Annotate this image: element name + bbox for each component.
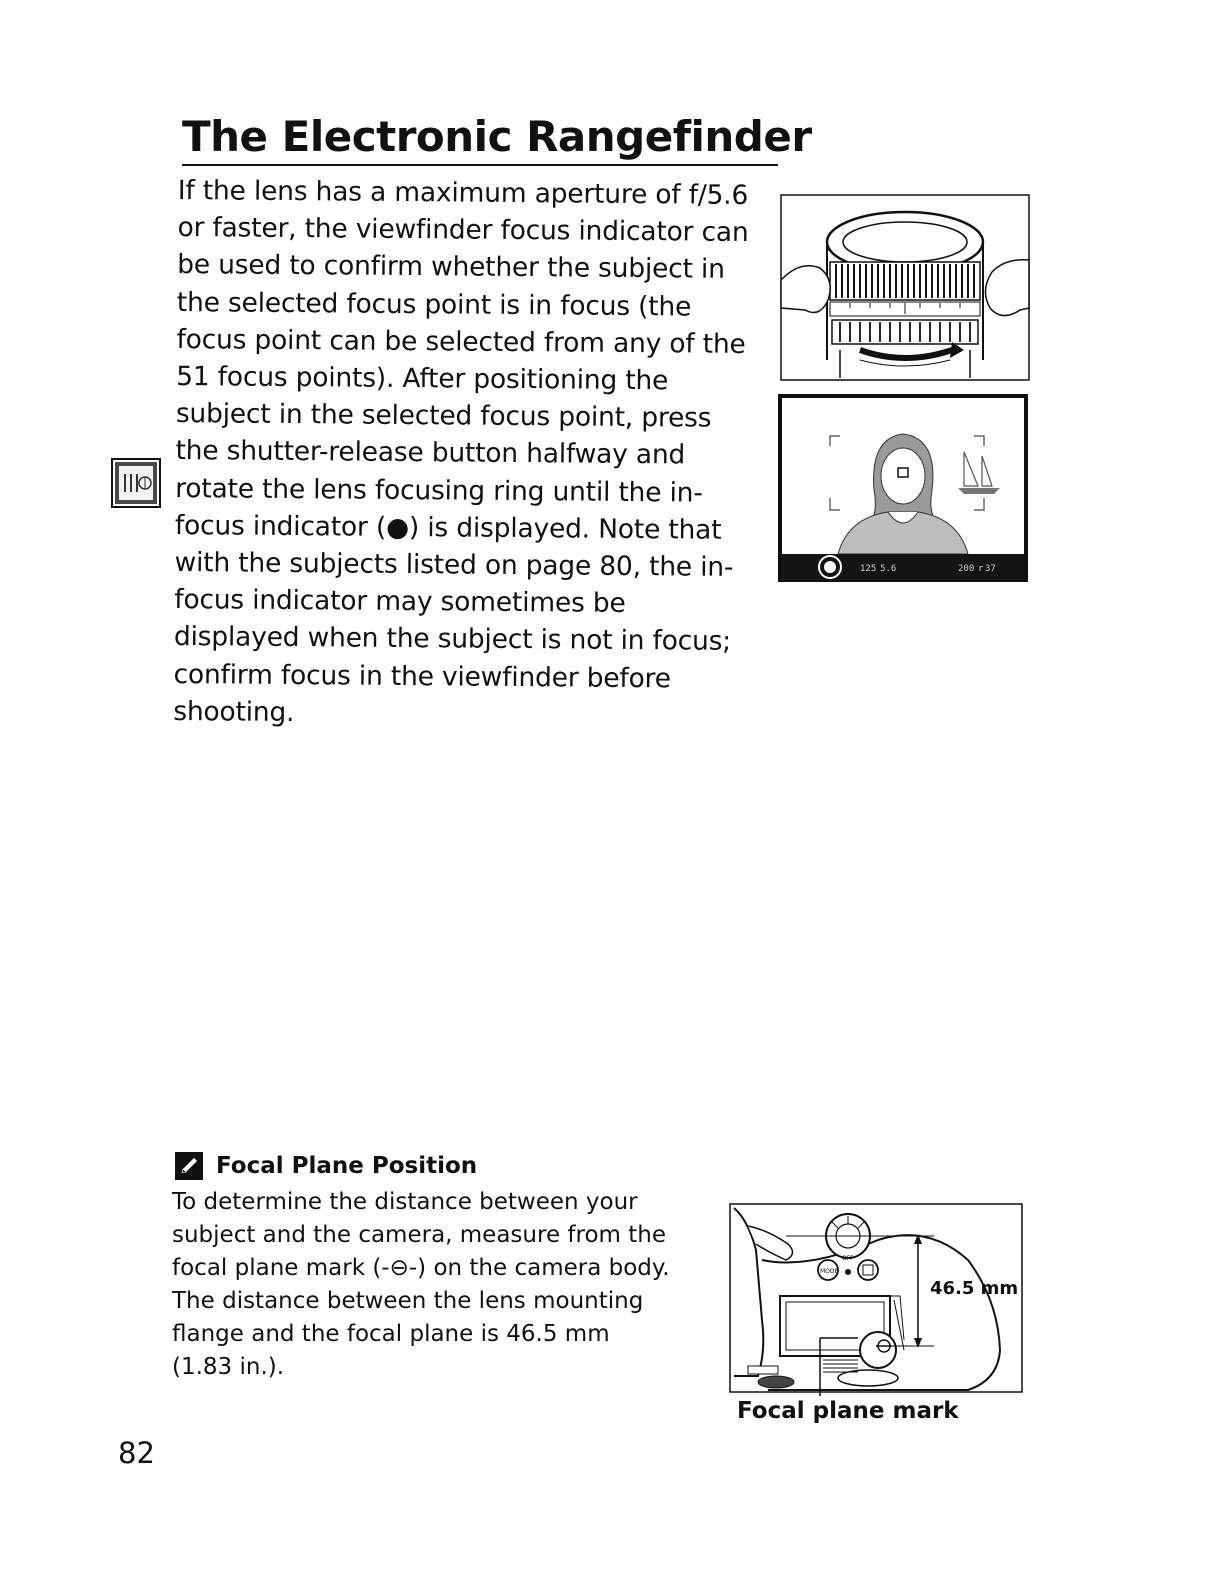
mode-button-label: MODE xyxy=(820,1268,839,1275)
body-line: If the lens has a maximum aperture of f/5.6 xyxy=(177,174,749,211)
focal-plane-mark-label: Focal plane mark xyxy=(737,1398,959,1424)
body-line: shooting. xyxy=(173,695,295,728)
body-line: focus indicator may sometimes be xyxy=(174,584,626,620)
body-line: displayed when the subject is not in focus; xyxy=(173,621,732,658)
page-number: 82 xyxy=(118,1436,155,1470)
frame-count-readout: 200 xyxy=(958,564,975,574)
viewfinder-illustration xyxy=(778,394,1028,582)
body-line: the selected focus point is in focus (the xyxy=(176,286,692,323)
body-line: confirm focus in the viewfinder before xyxy=(173,658,671,694)
pencil-note-icon xyxy=(174,1151,204,1181)
body-paragraph xyxy=(173,172,758,735)
body-line: or faster, the viewfinder focus indicator can xyxy=(177,212,749,249)
dimension-label: 46.5 mm xyxy=(930,1278,1019,1299)
lens-focusing-ring-illustration xyxy=(780,190,1030,382)
note-line: (1.83 in.). xyxy=(172,1354,285,1380)
frame-suffix-readout: 37 xyxy=(985,564,996,574)
note-paragraph xyxy=(172,1186,712,1384)
body-line: 51 focus points). After positioning the xyxy=(176,361,669,397)
bracket-readout: r xyxy=(978,564,984,574)
shutter-speed-readout: 125 xyxy=(860,564,877,574)
note-line: subject and the camera, measure from the xyxy=(172,1222,666,1248)
note-title: Focal Plane Position xyxy=(216,1153,478,1179)
body-line: focus indicator (●) is displayed. Note that xyxy=(174,509,722,546)
body-line: the shutter-release button halfway and xyxy=(175,435,686,471)
note-line: focal plane mark (-⊖-) on the camera body. xyxy=(172,1255,670,1281)
page-title: The Electronic Rangefinder xyxy=(182,112,778,166)
in-focus-indicator-icon xyxy=(824,561,836,573)
body-line: rotate the lens focusing ring until the in- xyxy=(175,472,703,509)
body-line: with the subjects listed on page 80, the in- xyxy=(174,547,734,583)
note-line: To determine the distance between your xyxy=(172,1189,638,1215)
aperture-readout: 5.6 xyxy=(880,564,897,574)
body-line: be used to confirm whether the subject in xyxy=(177,249,725,286)
note-line: flange and the focal plane is 46.5 mm xyxy=(172,1321,610,1347)
body-line: subject in the selected focus point, press xyxy=(175,398,712,434)
dial-label-off: OFF xyxy=(842,1255,854,1262)
body-line: focus point can be selected from any of the xyxy=(176,323,746,360)
note-line: The distance between the lens mounting xyxy=(172,1288,644,1314)
note-heading xyxy=(174,1148,477,1184)
chapter-af-icon xyxy=(111,458,161,508)
